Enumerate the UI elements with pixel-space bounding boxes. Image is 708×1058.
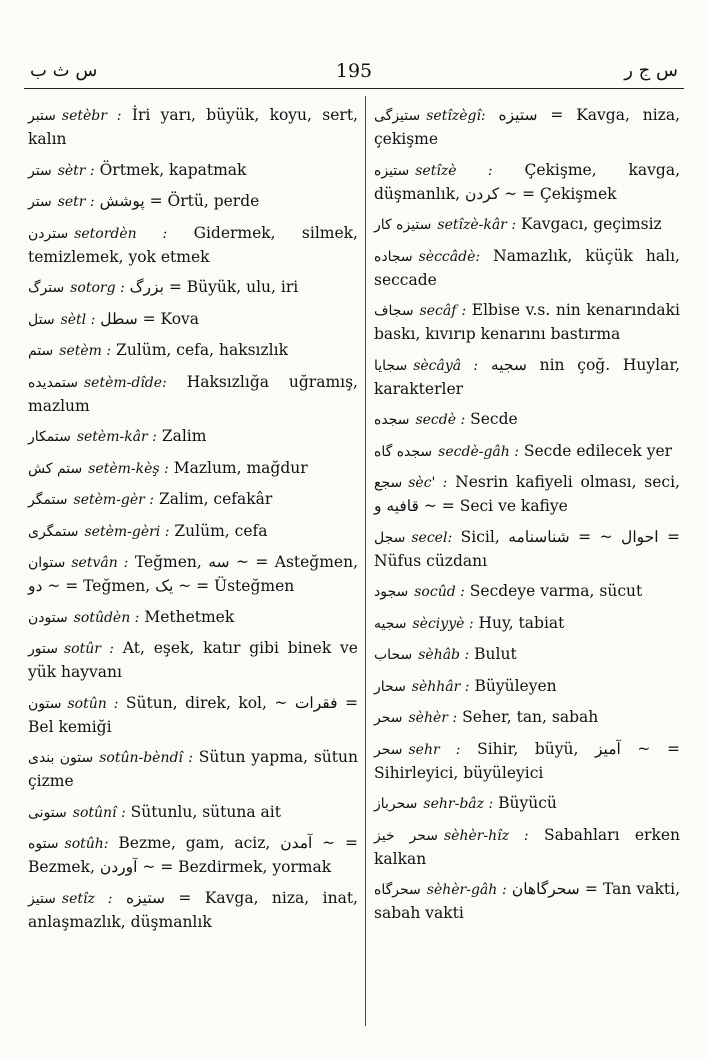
entry-headword: sotûnî :: [72, 804, 126, 821]
entry-headword: setvân :: [71, 555, 129, 571]
entry-definition: Örtmek, kapatmak: [99, 160, 247, 179]
entry-arabic-script: ستل: [28, 311, 55, 328]
entry-arabic-script: سجایا: [374, 357, 408, 374]
entry-definition: Sütun, direk, kol, ~ فقرات = Bel kemiği: [28, 693, 358, 736]
entry-definition: Sütun yapma, sütun çizme: [28, 748, 358, 790]
dictionary-entry: [374, 471, 680, 518]
entry-headword: setr :: [57, 194, 95, 210]
entry-definition: Sihir, büyü, آمیز ~ = Sihirleyici, büyüleyici: [374, 739, 680, 782]
entry-headword: setèm-gèri :: [84, 523, 170, 540]
entry-headword: setîzè :: [415, 162, 493, 179]
entry-headword: setordèn :: [74, 225, 168, 242]
entry-definition: بزرگ = Büyük, ulu, iri: [129, 278, 299, 296]
entry-headword: sotûr :: [63, 641, 114, 657]
entry-arabic-script: ستوان: [28, 555, 66, 571]
dictionary-entry: [28, 276, 358, 300]
header-letters-right: س ج ر: [624, 60, 678, 81]
entry-definition: Sütunlu, sütuna ait: [130, 802, 281, 821]
entry-definition: Büyüleyen: [474, 676, 557, 695]
entry-headword: sèccâdè:: [418, 248, 481, 265]
dictionary-entry: [28, 425, 358, 449]
entry-headword: sèhèr :: [408, 710, 458, 726]
entry-arabic-script: ستونی: [28, 804, 67, 821]
entry-arabic-script: سحرگاه: [374, 882, 421, 898]
entry-arabic-script: ستیزه: [374, 162, 410, 179]
dictionary-entry: [374, 245, 680, 292]
entry-definition: Bulut: [474, 645, 517, 663]
entry-definition: سحرگاهان = Tan vakti, sabah vakti: [374, 880, 680, 922]
entry-definition: ستیزه = Kavga, niza, çekişme: [374, 106, 680, 148]
dictionary-entry: [28, 308, 358, 332]
column-divider: [365, 96, 366, 1026]
entry-headword: sehr :: [408, 741, 461, 758]
dictionary-entry: [28, 832, 358, 879]
dictionary-entry: [374, 354, 680, 401]
dictionary-entry: [374, 824, 680, 871]
entry-definition: Seher, tan, sabah: [462, 708, 599, 726]
entry-definition: Elbise v.s. nin kenarındaki baskı, kıvırıp kenarını bastırma: [374, 301, 680, 343]
entry-definition: Secdeye varma, sücut: [469, 582, 643, 600]
entry-definition: سطل = Kova: [100, 309, 200, 328]
entry-headword: setèm-dîde:: [83, 374, 167, 391]
entry-headword: sotûn-bèndî :: [99, 750, 193, 766]
entry-headword: sèhhâr :: [411, 678, 470, 695]
entry-arabic-script: ستم كش: [28, 460, 83, 477]
entry-arabic-script: ستبر: [28, 108, 56, 124]
entry-arabic-script: ستر: [28, 194, 52, 210]
dictionary-entry: [28, 520, 358, 544]
entry-definition: Bezme, gam, aciz, آمدن ~ = Bezmek, آوردن ~ = Bezdirmek, yormak: [28, 834, 358, 876]
entry-definition: Secde: [470, 410, 518, 428]
entry-definition: Çekişme, kavga, düşmanlık, کردن ~ = Çekişmek: [374, 160, 680, 203]
entry-arabic-script: سحرباز: [374, 796, 418, 812]
entry-arabic-script: ستیزه كار: [374, 217, 432, 233]
entry-headword: secel:: [411, 529, 453, 546]
entry-headword: sèhèr-hîz :: [443, 827, 529, 844]
entry-arabic-script: سجاده: [374, 248, 413, 265]
entry-definition: Teğmen, سه ~ = Asteğmen, دو ~ = Teğmen, یک ~ = Üsteğmen: [28, 553, 358, 595]
entry-definition: İri yarı, büyük, koyu, sert, kalın: [28, 106, 358, 148]
entry-arabic-script: سجده: [374, 412, 410, 428]
entry-definition: Kavgacı, geçimsiz: [520, 215, 662, 233]
dictionary-entry: [28, 551, 358, 598]
dictionary-entry: [374, 526, 680, 573]
left-column: [28, 104, 358, 941]
dictionary-entry: [374, 612, 680, 636]
entry-headword: secdè-gâh :: [438, 443, 519, 460]
entry-headword: sètr :: [57, 162, 95, 179]
entry-headword: setîzè-kâr :: [437, 217, 517, 233]
entry-headword: setèm-kâr :: [76, 429, 157, 445]
dictionary-entry: [28, 606, 358, 630]
dictionary-entry: [28, 371, 358, 418]
entry-arabic-script: سترگ: [28, 280, 65, 296]
entry-headword: sotorg :: [70, 280, 125, 296]
entry-definition: Secde edilecek yer: [523, 441, 673, 460]
entry-headword: setèm :: [59, 343, 112, 359]
dictionary-entry: [28, 637, 358, 684]
entry-arabic-script: سجده گاه: [374, 443, 433, 460]
entry-headword: sotûh:: [64, 836, 109, 852]
dictionary-entry: [28, 339, 358, 363]
entry-arabic-script: ستمدیده: [28, 374, 78, 391]
entry-definition: Zulüm, cefa, haksızlık: [116, 341, 288, 359]
entry-arabic-script: سحر: [374, 710, 403, 726]
dictionary-entry: [374, 104, 680, 151]
dictionary-entry: [28, 488, 358, 512]
entry-arabic-script: ستمگری: [28, 523, 79, 540]
entry-arabic-script: سجیه: [374, 615, 407, 632]
dictionary-entry: [28, 104, 358, 151]
entry-arabic-script: سحار: [374, 678, 406, 695]
dictionary-entry: [374, 299, 680, 346]
entry-headword: sotûn :: [67, 695, 119, 712]
entry-headword: secdè :: [415, 412, 466, 428]
entry-definition: ستیزه = Kavga, niza, inat, anlaşmazlık, düşmanlık: [28, 888, 358, 931]
dictionary-entry: [374, 792, 680, 816]
dictionary-entry: [28, 457, 358, 481]
entry-arabic-script: ستون: [28, 695, 62, 712]
entry-arabic-script: ستیز: [28, 890, 56, 907]
entry-headword: setèbr :: [61, 108, 122, 124]
dictionary-entry: [374, 878, 680, 925]
entry-arabic-script: ستردن: [28, 225, 69, 242]
entry-headword: sèhâb :: [418, 647, 470, 663]
entry-definition: Zulüm, cefa: [174, 521, 268, 540]
entry-headword: socûd :: [414, 584, 465, 600]
entry-arabic-script: ستمگر: [28, 492, 68, 508]
entry-arabic-script: ستور: [28, 641, 58, 657]
entry-definition: Gidermek, silmek, temizlemek, yok etmek: [28, 223, 358, 266]
entry-arabic-script: ستمكار: [28, 429, 71, 445]
entry-arabic-script: ستر: [28, 162, 52, 179]
entry-arabic-script: ستوه: [28, 836, 59, 852]
entry-definition: Namazlık, küçük halı, seccade: [374, 246, 680, 289]
dictionary-entry: [374, 675, 680, 699]
entry-definition: Zalim, cefakâr: [158, 490, 273, 508]
entry-headword: sèhèr-gâh :: [426, 882, 507, 898]
dictionary-entry: [374, 159, 680, 206]
entry-headword: sèc' :: [408, 475, 448, 491]
dictionary-entry: [374, 738, 680, 785]
entry-definition: Büyücü: [498, 794, 557, 812]
entry-definition: Mazlum, mağdur: [173, 458, 308, 477]
dictionary-entry: [28, 222, 358, 269]
header-rule: [24, 88, 684, 89]
dictionary-entry: [374, 213, 680, 237]
entry-headword: sètl :: [60, 311, 96, 328]
entry-arabic-script: سجع: [374, 475, 403, 491]
entry-definition: Huy, tabiat: [478, 613, 565, 632]
entry-arabic-script: سحاب: [374, 647, 413, 663]
entry-arabic-script: ستودن: [28, 609, 68, 626]
entry-headword: setèm-gèr :: [73, 492, 155, 508]
dictionary-entry: [28, 801, 358, 825]
dictionary-entry: [374, 440, 680, 464]
dictionary-entry: [28, 746, 358, 793]
entry-arabic-script: سجل: [374, 529, 406, 546]
entry-definition: Haksızlığa uğramış, mazlum: [28, 372, 358, 415]
entry-headword: secâf :: [419, 303, 467, 319]
dictionary-entry: [374, 706, 680, 730]
dictionary-entry: [28, 159, 358, 183]
entry-definition: Sicil, احوال ~ = شناسنامه = Nüfus cüzdanı: [374, 527, 681, 570]
entry-headword: setîzègî:: [426, 108, 486, 124]
dictionary-entry: [28, 692, 358, 739]
entry-arabic-script: سجود: [374, 584, 409, 600]
entry-arabic-script: ستیزگی: [374, 108, 421, 124]
entry-definition: Methetmek: [144, 607, 235, 626]
entry-headword: sècâyâ :: [413, 357, 479, 374]
entry-headword: setèm-kèş :: [88, 460, 169, 477]
right-column: [374, 104, 680, 933]
entry-headword: sèciyyè :: [412, 615, 474, 632]
entry-arabic-script: سحر خیز: [374, 827, 438, 844]
entry-definition: سجیه nin çoğ. Huylar, karakterler: [374, 355, 680, 398]
entry-definition: Nesrin kafiyeli olması, seci, قافیه و ~ = Seci ve kafiye: [374, 473, 680, 515]
entry-arabic-script: ستم: [28, 343, 54, 359]
page-number: 195: [335, 60, 373, 82]
dictionary-entry: [28, 887, 358, 934]
entry-headword: sehr-bâz :: [423, 796, 494, 812]
entry-definition: Sabahları erken kalkan: [374, 825, 681, 868]
header-letters-left: س ث ب: [30, 60, 98, 81]
entry-definition: At, eşek, katır gibi binek ve yük hayvanı: [28, 639, 358, 681]
entry-definition: پوشش = Örtü, perde: [99, 192, 260, 210]
dictionary-entry: [374, 580, 680, 604]
entry-arabic-script: ستون بندی: [28, 750, 94, 766]
dictionary-entry: [374, 643, 680, 667]
page-header: [0, 60, 708, 90]
entry-definition: Zalim: [161, 427, 207, 445]
entry-headword: setîz :: [61, 890, 113, 907]
entry-arabic-script: سجاف: [374, 303, 414, 319]
entry-headword: sotûdèn :: [73, 609, 140, 626]
dictionary-entry: [374, 408, 680, 432]
entry-arabic-script: سحر: [374, 741, 403, 758]
dictionary-entry: [28, 190, 358, 214]
